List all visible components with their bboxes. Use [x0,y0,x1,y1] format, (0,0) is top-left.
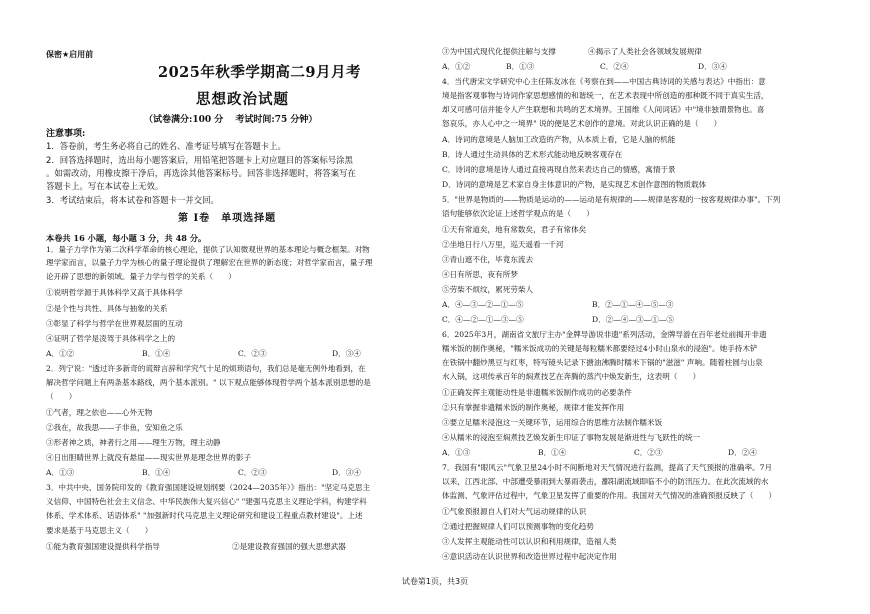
note-2-line-2: 。如需改动，用橡皮擦干净后，再选涂其他答案标号。回答非选择题时，将答案写在 [46,168,356,178]
q2-option-c: C．②③ [238,468,267,477]
q6-statement: ①正确发挥主观能动性是非遗糯米饭制作成功的必要条件 [442,388,632,397]
q5-statement: ①天有常道矣，地有常数矣，君子有常体矣 [442,225,587,234]
q7-statement: ③人发挥主观能动性可以认识和利用规律，造福人类 [442,537,617,546]
q1-option-a: A．①② [46,349,75,358]
q1-option-d: D．③④ [332,349,361,358]
q6-statement: ③要立足糯米浸泡这一关键环节，运用综合的思维方法制作糯米饭 [442,418,663,427]
exam-title: 2025年秋季学期高二9月月考 [158,64,361,81]
q2-option-d: D．③④ [332,468,361,477]
q5-statement: ③青山遮不住，毕竟东流去 [442,255,534,264]
q7-stem-line: 以来，江西北部、中部遭受暴雨到大暴雨袭击，鄱阳湖流域即临不小的防汛压力。在此次流域的水 [442,477,769,486]
q2-stem-line: 解决哲学问题上有两条基本路线，两个基本派别。" 以下观点能够体现哲学两个基本派别思想的是 [46,378,371,387]
q3-option-a: A．①② [442,62,471,71]
section-intro: 本卷共 16 小题，每小题 3 分，共 48 分。 [46,233,207,243]
q3-stem-line: 要求是基于马克思主义（ ） [46,526,153,535]
q3-option-d: D．③④ [698,62,727,71]
q3-stem-line: 义信仰、中国特色社会主义信念、中华民族伟大复兴信心" "建强马克思主义理论学科，构建学科 [46,497,367,506]
q6-option-d: D．②④ [728,448,757,457]
q3-stem-line: 3．中共中央、国务院印发的《教育强国建设规划纲要（2024—2035年）》指出："坚定马克思主 [46,483,371,492]
q5-option-d: D．②—④—③—①—⑤ [592,315,675,324]
q6-option-b: B．①④ [538,448,567,457]
q2-option-a: A．①③ [46,468,75,477]
q4-option-a: A．诗词的意境是人脑加工改造的产物，从本质上看，它是人脑的机能 [442,135,676,144]
q4-option-b: B．诗人通过生动具体的艺术形式能动地反映客观存在 [442,150,623,159]
exam-subtitle: 思想政治试题 [196,91,289,108]
q1-option-b: B．①④ [142,349,171,358]
q1-statement: ①说明哲学源于具体科学又高于具体科学 [46,288,183,297]
q2-stem-line: （ ） [46,392,77,401]
q2-statement: ①气者，理之依也——心外无物 [46,408,153,417]
q3-stem-line: 体系、学术体系、话语体系" "加强新时代马克思主义理论研究和建设工程重点教材建设"。上述 [46,511,363,520]
q6-statement: ④从糯米的浸泡至焖煮技艺焕发新生印证了事物发展是渐进性与飞跃性的统一 [442,433,701,442]
q4-stem-line: 怒哀乐，亦人心中之一境界" 说的便是艺术创作的意境。对此认识正确的是（ ） [442,119,722,128]
q1-statement: ②是个性与共性、具体与抽象的关系 [46,304,168,313]
q2-statement: ③形者神之质，神者行之用——理生万物，理主动静 [46,438,221,447]
q6-stem-line: 糯米饭的制作奥秘，"糯米饭成功的关键是每粒糯米都要经过4小时山泉水的浸泡"。她手持木铲 [442,344,758,353]
q6-stem-line: 水入锅，这项传承百年的焖煮技艺在奔腾的蒸汽中焕发新生，这表明（ ） [442,372,701,381]
note-2-line-3: 答题卡上。写在本试卷上无效。 [46,181,164,191]
page-footer: 试卷第1页，共3页 [401,577,469,586]
q5-stem-line: 5．"世界是物质的——物质是运动的——运动是有规律的——规律是客观的一按客观规律办事"。下列 [442,195,781,204]
q6-stem-line: 6．2025年3月，湖南省文旅厅主办"金牌导游说非遗"系列活动，金牌导游在百年老灶前揭开非遗 [442,330,767,339]
q5-option-b: B．②—①—④—⑤—③ [592,300,674,309]
q6-statement: ②只有掌握非遗糯米饭的制作奥秘，规律才能发挥作用 [442,403,625,412]
q5-statement: ⑤劳柴不烦纹，累死劳柴人 [442,285,534,294]
q6-option-a: A．①③ [442,448,471,457]
q4-stem-line: 却又可感可信并能令人产生联想和共鸣的艺术境界。王国维《人间词话》中"境非独谓景物也。喜 [442,105,765,114]
q1-statement: ④证明了哲学是凌驾于具体科学之上的 [46,334,176,343]
q5-statement: ④日有所思，夜有所梦 [442,270,518,279]
q4-option-d: D．诗词的意境是艺术家自身主体意识的产物，是实现艺术创作意图的物质载体 [442,180,707,189]
notes-heading: 注意事项: [46,129,86,139]
note-1: 1．答卷前，考生务必将自己的姓名、准考证号填写在答题卡上。 [46,141,286,151]
q7-stem-line: 体监测、气象评估过程中，气象卫星发挥了重要的作用。我国对天气情况的准确预报反映了（ ） [442,491,777,500]
q4-stem-line: 境是指客观事物与诗词作家思想感情的和谐统一，在艺术表现中所创造的那种既不同于真实生活， [442,91,769,100]
q3-statement: ④揭示了人类社会各领域发展规律 [588,47,702,56]
q7-stem-line: 7．我国有"眼风云"气象卫星24小时不间断地对天气情况进行监测，提高了天气预报的准确率。7月 [442,463,773,472]
q6-stem-line: 在铁锅中翻炒黑豆与红枣，特写镜头记录下搪油沸腾时糯米下锅的"滋滋" 声响。随着柱圆与山泉 [442,358,763,367]
q5-option-c: C．④—②—①—③—⑤ [442,315,524,324]
section-title: 第 Ⅰ卷 单项选择题 [178,213,277,224]
q2-statement: ④日出胆睛世界上就没有悬崖——现实世界是理念世界的影子 [46,453,252,462]
note-3: 3．考试结束后，将本试卷和答题卡一并交回。 [46,195,219,205]
q1-stem-line: 理学家而言，以量子力学为核心的量子理论提供了理解宏在世界的新态度；对哲学家而言，量子理 [46,258,373,267]
q7-statement: ②通过把握规律人们可以预测事物的变化趋势 [442,522,594,531]
q7-statement: ④意识活动在认识世界和改造世界过程中起决定作用 [442,552,617,561]
exam-meta: （试卷满分:100 分 考试时间:75 分钟） [144,115,318,125]
q2-stem-line: 2．列宁说："透过许多新奇的谎辩言辞和学究气十足的烦琐语句，我们总是毫无例外地看到，在 [46,364,366,373]
q1-stem-line: 1．量子力学作为第二次科学革命的核心理论，提供了认知微观世界的基本理论与概念框架。对物 [46,245,370,254]
q2-option-b: B．①④ [142,468,171,477]
q5-statement: ②坐地日行八万里，巡天遥看一千河 [442,240,564,249]
note-2-line-1: 2．回答选择题时，选出每小题答案后，用铅笔把答题卡上对应题目的答案标号涂黑 [46,155,353,165]
q3-statement: ①能为教育强国建设提供科学指导 [46,542,160,551]
q3-option-c: C．②④ [600,62,629,71]
q1-stem-line: 论开辟了思想的新领域。量子力学与哲学的关系（ ） [46,272,236,281]
q5-stem-line: 语句能够依次论证上述哲学观点的是（ ） [442,209,594,218]
q1-statement: ③彰显了科学与哲学在世界观层面的互动 [46,319,183,328]
q3-statement: ③为中国式现代化提供注解与支撑 [442,47,556,56]
q1-option-c: C．②③ [238,349,267,358]
q4-stem-line: 4．当代唐宋文学研究中心主任陈友冰在《考察在到——中国古典诗词的关感与表达》中指出：意 [442,77,766,86]
q7-statement: ①气象预报源自人们对大气运动规律的认识 [442,507,587,516]
q4-option-c: C．诗词的意境是诗人通过直接再现自然来表达自己的情感，寓情于景 [442,165,676,174]
confidential-label: 保密★启用前 [46,50,94,59]
q3-statement: ②是建设教育强国的强大思想武器 [232,542,346,551]
q5-option-a: A．④—③—②—①—⑤ [442,300,524,309]
q2-statement: ②我在，故我思——子非鱼，安知鱼之乐 [46,423,183,432]
q3-option-b: B．①③ [506,62,535,71]
q6-option-c: C．②③ [634,448,663,457]
